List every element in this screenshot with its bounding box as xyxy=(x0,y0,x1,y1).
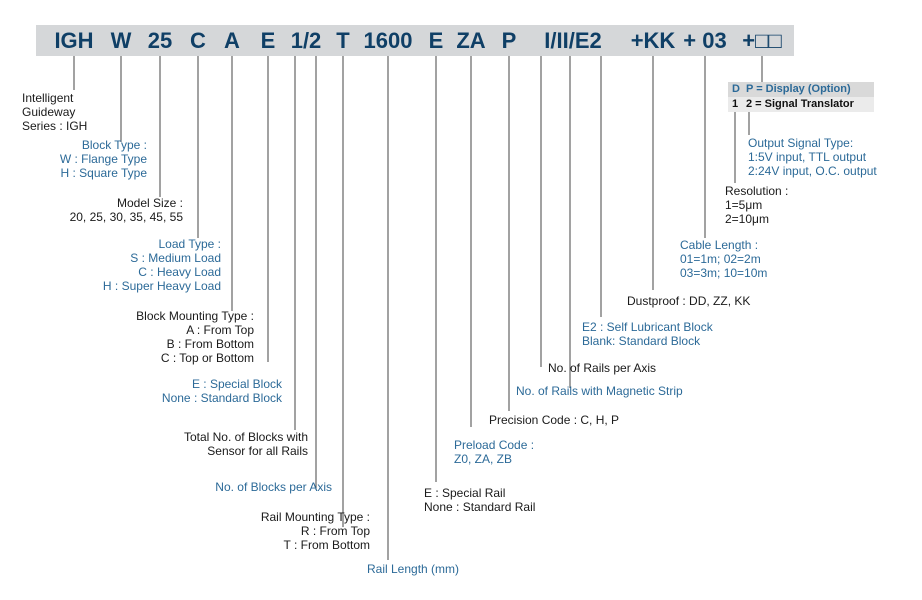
legend-value-translator: 2 = Signal Translator xyxy=(746,98,854,110)
label-series: Intelligent Guideway Series : IGH xyxy=(22,91,88,133)
label-precision: Precision Code : C, H, P xyxy=(489,413,620,427)
code-seg-rail-mounting: T xyxy=(336,28,350,53)
code-seg-model-size: 25 xyxy=(147,28,173,53)
label-self-lubricant: E2 : Self Lubricant Block Blank: Standard Block xyxy=(582,320,713,348)
code-seg-dustproof: +KK xyxy=(630,28,676,53)
label-resolution: Resolution : 1=5μm 2=10μm xyxy=(725,184,789,226)
code-seg-special-block: E xyxy=(260,28,276,53)
label-rail-length: Rail Length (mm) xyxy=(367,562,460,576)
code-seg-cable: + 03 xyxy=(683,28,727,53)
legend-key-d: D xyxy=(732,83,740,95)
code-seg-block-type: W xyxy=(110,28,132,53)
label-rail-mounting: Rail Mounting Type : R : From Top T : From Bottom xyxy=(260,510,370,552)
legend-value-display: P = Display (Option) xyxy=(746,83,851,95)
code-seg-special-rail: E xyxy=(428,28,444,53)
code-seg-load-type: C xyxy=(190,28,206,53)
label-load-type: Load Type : S : Medium Load C : Heavy Load H : Super Heavy Load xyxy=(102,237,221,293)
option-legend xyxy=(728,82,874,112)
label-dustproof: Dustproof : DD, ZZ, KK xyxy=(627,294,751,308)
label-cable-length: Cable Length : 01=1m; 02=2m 03=3m; 10=10m xyxy=(680,238,768,280)
code-seg-options: +□□ xyxy=(742,28,782,53)
label-blocks-per-axis: No. of Blocks per Axis xyxy=(215,480,332,494)
label-special-block: E : Special Block None : Standard Block xyxy=(161,377,282,405)
label-block-mounting: Block Mounting Type : A : From Top B : From Bottom C : Top or Bottom xyxy=(136,309,254,365)
label-magnetic-strip: No. of Rails with Magnetic Strip xyxy=(516,384,683,398)
label-special-rail: E : Special Rail None : Standard Rail xyxy=(424,486,536,514)
label-block-type: Block Type : W : Flange Type H : Square Type xyxy=(59,138,147,180)
code-seg-block-mounting: A xyxy=(224,28,240,53)
legend-key-1: 1 xyxy=(732,98,739,110)
label-preload: Preload Code : Z0, ZA, ZB xyxy=(454,438,535,466)
code-seg-precision: P xyxy=(501,28,517,53)
label-model-size: Model Size : 20, 25, 30, 35, 45, 55 xyxy=(69,196,183,224)
label-rails-per-axis: No. of Rails per Axis xyxy=(548,361,657,375)
code-seg-blocks: 1/2 xyxy=(290,28,322,53)
code-seg-rail-length: 1600 xyxy=(363,28,413,53)
code-seg-rails: I/II/E2 xyxy=(544,28,602,53)
code-seg-preload: ZA xyxy=(456,28,486,53)
label-total-blocks: Total No. of Blocks with Sensor for all Rails xyxy=(183,430,308,458)
label-output-signal: Output Signal Type: 1:5V input, TTL output 2:24V input, O.C. output xyxy=(748,136,877,178)
code-seg-series: IGH xyxy=(54,28,94,53)
